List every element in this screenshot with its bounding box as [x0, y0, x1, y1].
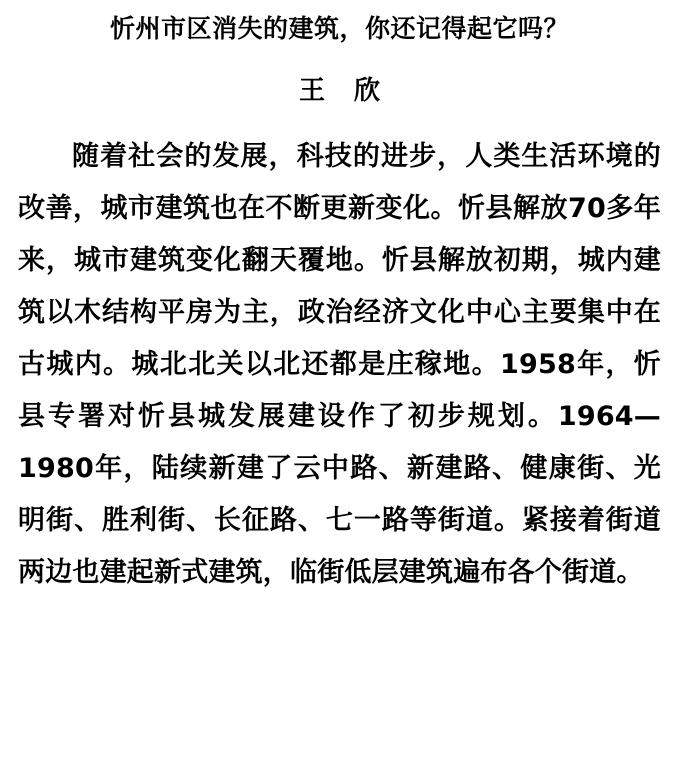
document-title: 忻州市区消失的建筑，你还记得起它吗？: [109, 14, 569, 43]
document-author: 王 欣: [298, 76, 391, 106]
document-page: [0, 14, 679, 763]
document-paragraph: 随着社会的发展，科技的进步，人类生活环境的改善，城市建筑也在不断更新变化。忻县解放70多年来，城市建筑变化翻天覆地。忻县解放初期，城内建筑以木结构平房为主，政治经济文化中心主要集中在古城内。城北北关以北还都是庄稼地。1958年，忻县专署对忻县城发展建设作了初步规划。1964—1980年，陆续新建了云中路、新建路、健康街、光明街、胜利街、长征路、七一路等街道。紧接着街道两边也建起新式建筑，临街低层建筑遍布各个街道。: [18, 141, 661, 588]
